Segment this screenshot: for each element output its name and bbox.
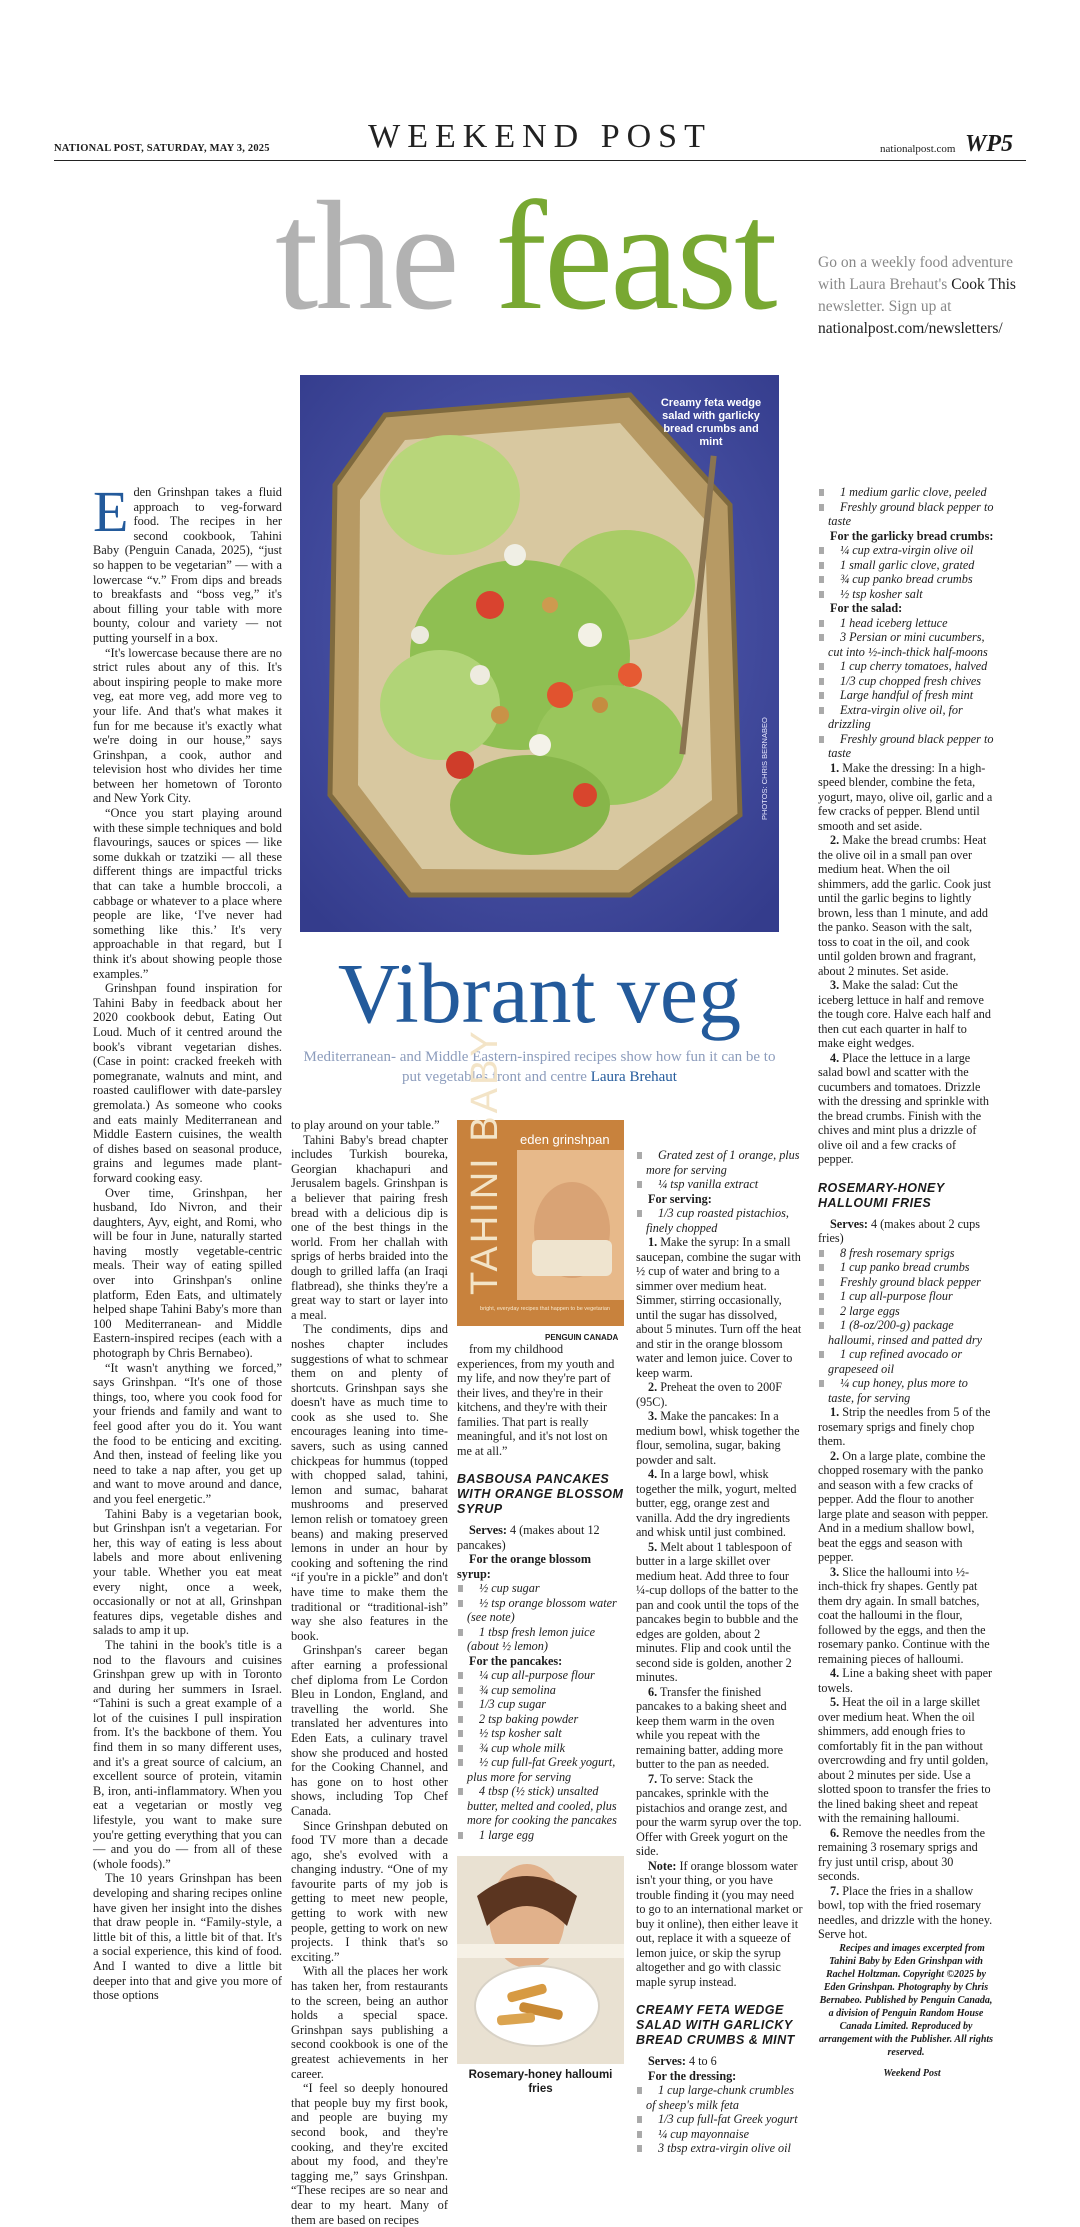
recipe-column-3 [457, 1342, 624, 1842]
ingredient: ¼ cup all-purpose flour [457, 1668, 624, 1683]
ingredient: 4 tbsp (½ stick) unsalted butter, melted and cooled, plus more for cooking the pancakes [457, 1784, 624, 1828]
ingredient-heading: For the orange blossom syrup: [457, 1552, 591, 1581]
serves-value: 4 (makes about 12 pancakes) [457, 1523, 600, 1552]
paragraph: “I feel so deeply honoured that people buy my first book, and people are buying my second book, and they're cooking, and they're excited about my food, and they're tagging me,” says Grinshpan. “These recipes are so near and dear to my heart. Many of them are based on recipes [291, 2081, 448, 2227]
promo-url[interactable]: nationalpost.com/newsletters/ [818, 320, 1003, 337]
serves [457, 1523, 624, 1552]
page-number: WP5 [965, 131, 1013, 157]
ingredient: 1 cup refined avocado or grapeseed oil [818, 1347, 994, 1376]
header-rule [54, 160, 1026, 161]
ingredient: ¾ cup panko bread crumbs [818, 572, 994, 587]
paragraph: Grinshpan's career began after earning a professional chef diploma from Le Cordon Bleu in London, England, and travelling the world. She translated her adventures into Eden Eats, a culinary travel show she produced and hosted for the Cooking Channel, and has gone on to host other shows, including Top Chef Canada. [291, 1643, 448, 1818]
step: 1. Make the syrup: In a small saucepan, combine the sugar with ½ cup of water and bring to a simmer over medium heat. Simmer, stirring occasionally, until the sugar has dissolved, about 5 minutes. Turn off the heat and stir in the orange blossom water and lemon juice. Cover to keep warm. [636, 1235, 802, 1380]
ingredient: Extra-virgin olive oil, for drizzling [818, 703, 994, 732]
step: 2. Preheat the oven to 200F (95C). [636, 1380, 783, 1409]
ingredient: 1 cup cherry tomatoes, halved [818, 659, 994, 674]
salad-illustration [300, 375, 779, 932]
step: 6. Remove the needles from the remaining 3 rosemary sprigs and fry just until crisp, about 30 seconds. [818, 1825, 986, 1883]
paragraph: “Once you start playing around with these simple techniques and bold flavourings, sauces or spices — like some dukkah or tzatziki — all these different things are impactful tricks that can take a humble broccoli, a cabbage or whatever to a place where people are like, ‘I've never had something like this.’ It's very approachable in that regard, but I think it's about showing people those examples.” [93, 806, 282, 981]
serves [636, 2054, 803, 2069]
ingredient: ¾ cup semolina [457, 1683, 624, 1698]
ingredient: ½ tsp kosher salt [457, 1726, 624, 1741]
ingredient: 1/3 cup sugar [457, 1697, 624, 1712]
dateline: NATIONAL POST, SATURDAY, MAY 3, 2025 [54, 143, 270, 154]
ingredient-heading: For the salad: [830, 601, 903, 615]
hero-caption: Creamy feta wedge salad with garlicky bread crumbs and mint [660, 397, 762, 448]
drop-cap: E [93, 479, 129, 544]
step: 3. Make the pancakes: In a medium bowl, whisk together the flour, semolina, sugar, baking powder and salt. [636, 1409, 800, 1467]
ingredient: 3 Persian or mini cucumbers, cut into ½-inch-thick half-moons [818, 630, 994, 659]
ingredient: 1 tbsp fresh lemon juice (about ½ lemon) [457, 1625, 624, 1654]
paragraph: The tahini in the book's title is a nod to the flavours and cuisines Grinshpan grew up with in Toronto and during her summers in Israel. “Tahini is such a great example of a lot of the cuisines I pull inspiration from. It's the backbone of them. You find them in so many different uses, and it's a great source of calcium, an excellent source of protein, vitamin B, iron, anti-inflammatory. When you eat a vegetarian or mostly veg lifestyle, you want to make sure you're getting everything that you can — and you do — from all of these (whole foods).” [93, 1637, 282, 1871]
step: 6. Transfer the finished pancakes to a baking sheet and keep them warm in the oven while you repeat with the remaining batter, adding more butter to the pan as needed. [636, 1684, 787, 1771]
ingredient: 1 large egg [457, 1828, 624, 1843]
ingredient: 1/3 cup chopped fresh chives [818, 674, 994, 689]
paragraph: to play around on your table.” [291, 1118, 440, 1132]
ingredient-heading: For serving: [648, 1191, 712, 1206]
book-title: TAHINI BABY [464, 1028, 506, 1295]
ingredient-heading: For the dressing: [648, 2068, 737, 2083]
ingredient: 2 large eggs [818, 1304, 994, 1319]
book-publisher: PENGUIN CANADA [545, 1333, 619, 1342]
step: 4. In a large bowl, whisk together the milk, yogurt, melted butter, egg, orange zest and vanilla. Add the dry ingredients and whisk until just combined. [636, 1467, 797, 1539]
signoff: Weekend Post [883, 2067, 941, 2079]
article-column-2 [291, 1118, 448, 2227]
newsletter-promo [818, 252, 1033, 340]
ingredient: Freshly ground black pepper to taste [818, 500, 994, 529]
ingredient: 8 fresh rosemary sprigs [818, 1246, 994, 1261]
ingredient: ½ cup full-fat Greek yogurt, plus more for serving [457, 1755, 624, 1784]
header-url[interactable]: nationalpost.com [880, 143, 956, 155]
ingredient: Freshly ground black pepper to taste [818, 732, 994, 761]
ingredient: 2 tsp baking powder [457, 1712, 624, 1727]
serves-label: Serves: [830, 1216, 868, 1231]
step: 1. Make the dressing: In a high-speed blender, combine the feta, yogurt, mayo, olive oil, garlic and a few cracks of pepper. Blend until smooth and set aside. [818, 760, 993, 833]
paragraph: The condiments, dips and noshes chapter includes suggestions of what to schmear them on and plenty of shortcuts. Grinshpan says she doesn't have as much time to cook as she used to. She encourages leaning into time-savers, such as using canned chickpeas for hummus (topped with chopped salad, tahini, lemon and sumac, baharat mushrooms and preserved lemon relish or tomatoey green beans) and making preserved lemons in under an hour by cooking and softening the rind “if you're in a pickle” and don't have time to make them the traditional or “traditional-ish” way she also features in the book. [291, 1322, 448, 1643]
ingredient: ¼ cup extra-virgin olive oil [818, 543, 994, 558]
recipe-column-5 [818, 485, 994, 2080]
ingredient-heading: For the pancakes: [469, 1653, 563, 1668]
step: 5. Melt about 1 tablespoon of butter in a large skillet over medium heat. Add three to four ¼-cup dollops of the batter to the pan and cook until the tops of the pancakes begin to bubble and the edges are golden, about 2 minutes. Flip and cook until the second side is golden, another 2 minutes. [636, 1539, 799, 1684]
serves-label: Serves: [469, 1523, 507, 1537]
article-column-1 [93, 479, 282, 2003]
recipe-column-4 [636, 1148, 803, 2156]
step: 2. On a large plate, combine the chopped rosemary with the panko and season with a few cracks of pepper. Add the flour to another large plate and season with pepper. And in a medium shallow bowl, beat the eggs and season with pepper. [818, 1448, 989, 1564]
step: 7. Place the fries in a shallow bowl, top with the fried rosemary needles, and drizzle with the honey. Serve hot. [818, 1883, 993, 1941]
paragraph: Since Grinshpan debuted on food TV more than a decade ago, she's evolved with a changing industry. “One of my favourite parts of my job is getting to meet new people, getting to work with new people, getting to work on new projects. I think that's so exciting.” [291, 1818, 448, 1964]
hero-photo [300, 375, 779, 932]
paragraph: The 10 years Grinshpan has been developing and sharing recipes online have given her insight into the dishes that draw people in. “Family-style, a little bit of this, a little bit of that. It's a social experience, this kind of food. And I wanted to dive a little bit deeper into that and give you more of those options [93, 1871, 282, 2003]
promo-line1: Go on a weekly food adventure with Laura Brehaut's [818, 254, 1013, 293]
serves [818, 1217, 994, 1246]
paragraph: Tahini Baby's bread chapter includes Turkish boureka, Georgian khachapuri and Jerusalem bagels. Grinshpan is a believer that pairing fresh bread with a delicious dip is one of the best things in the world. From her challah with sprigs of herbs braided into the dough to grilled laffa (an Iraqi flatbread), she thinks they're a great way to start or layer into a meal. [291, 1132, 448, 1322]
ingredient: ½ tsp orange blossom water (see note) [457, 1596, 624, 1625]
byline: Laura Brehaut [590, 1069, 677, 1085]
step: 5. Heat the oil in a large skillet over medium heat. When the oil shimmers, add enough fries to comfortably fit in the pan without overcrowding and fry until golden, about 2 minutes per side. Use a slotted spoon to transfer the fries to the lined baking sheet and repeat with the remaining halloumi. [818, 1695, 991, 1825]
fries-caption: Rosemary-honey halloumi fries [468, 2069, 613, 2095]
fries-photo [457, 1856, 624, 2064]
step: 4. Place the lettuce in a large salad bowl and scatter with the cucumbers and tomatoes. Drizzle with the dressing and sprinkle with the bread crumbs. Finish with the chives and mint plus a drizzle of olive oil and a few cracks of pepper. [818, 1050, 989, 1166]
ingredient-heading: For the garlicky bread crumbs: [830, 528, 994, 543]
step: 2. Make the bread crumbs: Heat the olive oil in a small pan over medium heat. When the oil shimmers, add the garlic. Cook just until the garlic begins to lightly brown, less than 1 minute, and add the panko. Season with the salt, toss to coat in the oil, and cook until golden brown and fragrant, about 2 minutes. Set aside. [818, 833, 991, 978]
serves-label: Serves: [648, 2054, 686, 2068]
ingredient: 1/3 cup full-fat Greek yogurt [636, 2112, 803, 2127]
ingredient: 1/3 cup roasted pistachios, finely chopped [636, 1206, 803, 1235]
masthead-feast: feast [495, 169, 775, 342]
paragraph: Grinshpan found inspiration for Tahini Baby in feedback about her 2020 cookbook debut, Eating Out Loud. Much of it centred around the book's vibrant vegetarian dishes. (Case in point: cracked freekeh with pomegranate, walnuts and mint, and roasted cauliflower with date-parsley gremolata.) As someone who cooks and eats mainly Mediterranean and Middle Eastern cuisines, the wealth of dishes based on seasonal produce, grains and legumes made plant-forward cooking easy. [93, 981, 282, 1185]
photo-credit: PHOTOS: CHRIS BERNABEO [760, 717, 769, 820]
ingredient: 1 cup all-purpose flour [818, 1289, 994, 1304]
paragraph: With all the places her work has taken her, from restaurants to the screen, being an author holds a special space. Grinshpan says publishing a second cookbook is one of the greatest achievements in her career. [291, 1964, 448, 2081]
recipe-credits: Recipes and images excerpted from Tahini Baby by Eden Grinshpan with Rachel Holtzman. Copyright ©2025 by Eden Grinshpan. Photography by Chris Bernabeo. Published by Penguin Canada, a division of Penguin Random House Canada Limited. Reproduced by arrangement with the Publisher. All rights reserved. [818, 1942, 994, 2058]
paragraph: Tahini Baby is a vegetarian book, but Grinshpan isn't a vegetarian. For her, this way of eating is less about labels and more about enlivening your table. Whether you eat meat every night, once a week, occasionally or not at all, Grinshpan features dips, vegetable dishes and salads to amp it up. [93, 1506, 282, 1638]
deck-text: Mediterranean- and Middle Eastern-inspired recipes show how fun it can be to put vegetables front and centre [303, 1049, 776, 1085]
promo-brand: Cook This [951, 276, 1016, 293]
paragraph: “It's lowercase because there are no strict rules about any of this. It's about inspiring people to make more veg, eat more veg, add more veg to your life. And that's what makes it fun for me because it's exactly what we're doing in our house,” says Grinshpan, a cook, author and television host who divides her time between her hometown of Toronto and New York City. [93, 645, 282, 806]
deck [300, 1047, 779, 1087]
note: Note: If orange blossom water isn't your thing, or you have trouble finding it (you may need to go to an international market or buy it online), then either leave it out, replace it with a squeeze of lemon juice, or skip the syrup altogether and go with classic maple syrup instead. [636, 1858, 803, 1989]
ingredient: Grated zest of 1 orange, plus more for serving [636, 1148, 803, 1177]
ingredient: 1 small garlic clove, grated [818, 558, 994, 573]
paragraph: Over time, Grinshpan, her husband, Ido Nivron, and their daughters, Ayv, eight, and Romi, who will be four in June, naturally started having mostly vegetable-centric meals. Their way of eating spilled over into Grinshpan's online platform, Eden Eats, and ultimately helped shape Tahini Baby's more than 100 Mediterranean- and Middle Eastern-inspired recipes (each with a photograph by Chris Bernabeo). [93, 1185, 282, 1361]
serves-value: 4 to 6 [688, 2054, 717, 2068]
book-author: eden grinshpan [520, 1132, 610, 1147]
recipe-title: BASBOUSA PANCAKES WITH ORANGE BLOSSOM SYRUP [457, 1472, 624, 1516]
ingredient: 1 cup large-chunk crumbles of sheep's milk feta [636, 2083, 803, 2112]
ingredient: ¾ cup whole milk [457, 1741, 624, 1756]
step: 3. Slice the halloumi into ½-inch-thick fry shapes. Gently pat them dry again. In small batches, coat the halloumi in the flour, followed by the eggs, and then the rosemary panko. Continue with the remaining pieces of halloumi. [818, 1564, 990, 1666]
section-title: WEEKEND POST [368, 118, 712, 155]
recipe-title: ROSEMARY-HONEY HALLOUMI FRIES [818, 1180, 945, 1210]
ingredient: 1 (8-oz/200-g) package halloumi, rinsed and patted dry [818, 1318, 994, 1347]
paragraph: “It wasn't anything we forced,” says Grinshpan. “It's one of those things, too, where you cook food for your friends and family and want to feel good after you do it. You want the food to be enticing and exciting. And then, instead of feeling like you need to take a nap after, you get up and want to move around and dance, and you feel energetic.” [93, 1360, 282, 1506]
fries-illustration [457, 1856, 624, 2064]
ingredient: 1 medium garlic clove, peeled [818, 485, 994, 500]
serves-value: 4 (makes about 2 cups fries) [818, 1216, 980, 1245]
promo-line2: newsletter. Sign up at [818, 298, 952, 315]
step: 7. To serve: Stack the pancakes, sprinkle with the pistachios and orange zest, and pour the warm syrup over the top. Offer with Greek yogurt on the side. [636, 1771, 802, 1858]
ingredient: ¼ cup mayonnaise [636, 2127, 803, 2142]
step: 3. Make the salad: Cut the iceberg lettuce in half and remove the tough core. Halve each half and then cut each quarter in half to make eight wedges. [818, 978, 991, 1050]
ingredient: ½ tsp kosher salt [818, 587, 994, 602]
ingredient: Large handful of fresh mint [818, 688, 994, 703]
paragraph: den Grinshpan takes a fluid approach to veg-forward food. The recipes in her second cookbook, Tahini Baby (Penguin Canada, 2025), “just so happen to be vegetarian” — with a lowercase “v.” From dips and breads to breakfasts and “boss veg,” it's about filling your table with more bounty, colour and variety — not putting yourself in a box. [93, 485, 282, 645]
ingredient: 3 tbsp extra-virgin olive oil [636, 2141, 803, 2156]
masthead-the: the [275, 169, 457, 342]
step: 1. Strip the needles from 5 of the rosemary sprigs and finely chop them. [818, 1405, 991, 1448]
ingredient: ¼ tsp vanilla extract [636, 1177, 803, 1192]
book-tagline: bright, everyday recipes that happen to be vegetarian [480, 1306, 610, 1312]
ingredient: 1 cup panko bread crumbs [818, 1260, 994, 1275]
step: 4. Line a baking sheet with paper towels. [818, 1666, 993, 1695]
ingredient: Freshly ground black pepper [818, 1275, 994, 1290]
ingredient: ¼ cup honey, plus more to taste, for serving [818, 1376, 994, 1405]
headline: Vibrant veg [337, 945, 742, 1041]
paragraph: from my childhood experiences, from my youth and my life, and now they're part of their lives, and they're in their kitchens, and they're with their families. That part is really meaningful, and it's not lost on me at all.” [457, 1342, 615, 1458]
recipe-title: CREAMY FETA WEDGE SALAD WITH GARLICKY BREAD CRUMBS & MINT [636, 2003, 795, 2047]
ingredient: ½ cup sugar [457, 1581, 624, 1596]
ingredient: 1 head iceberg lettuce [818, 616, 994, 631]
